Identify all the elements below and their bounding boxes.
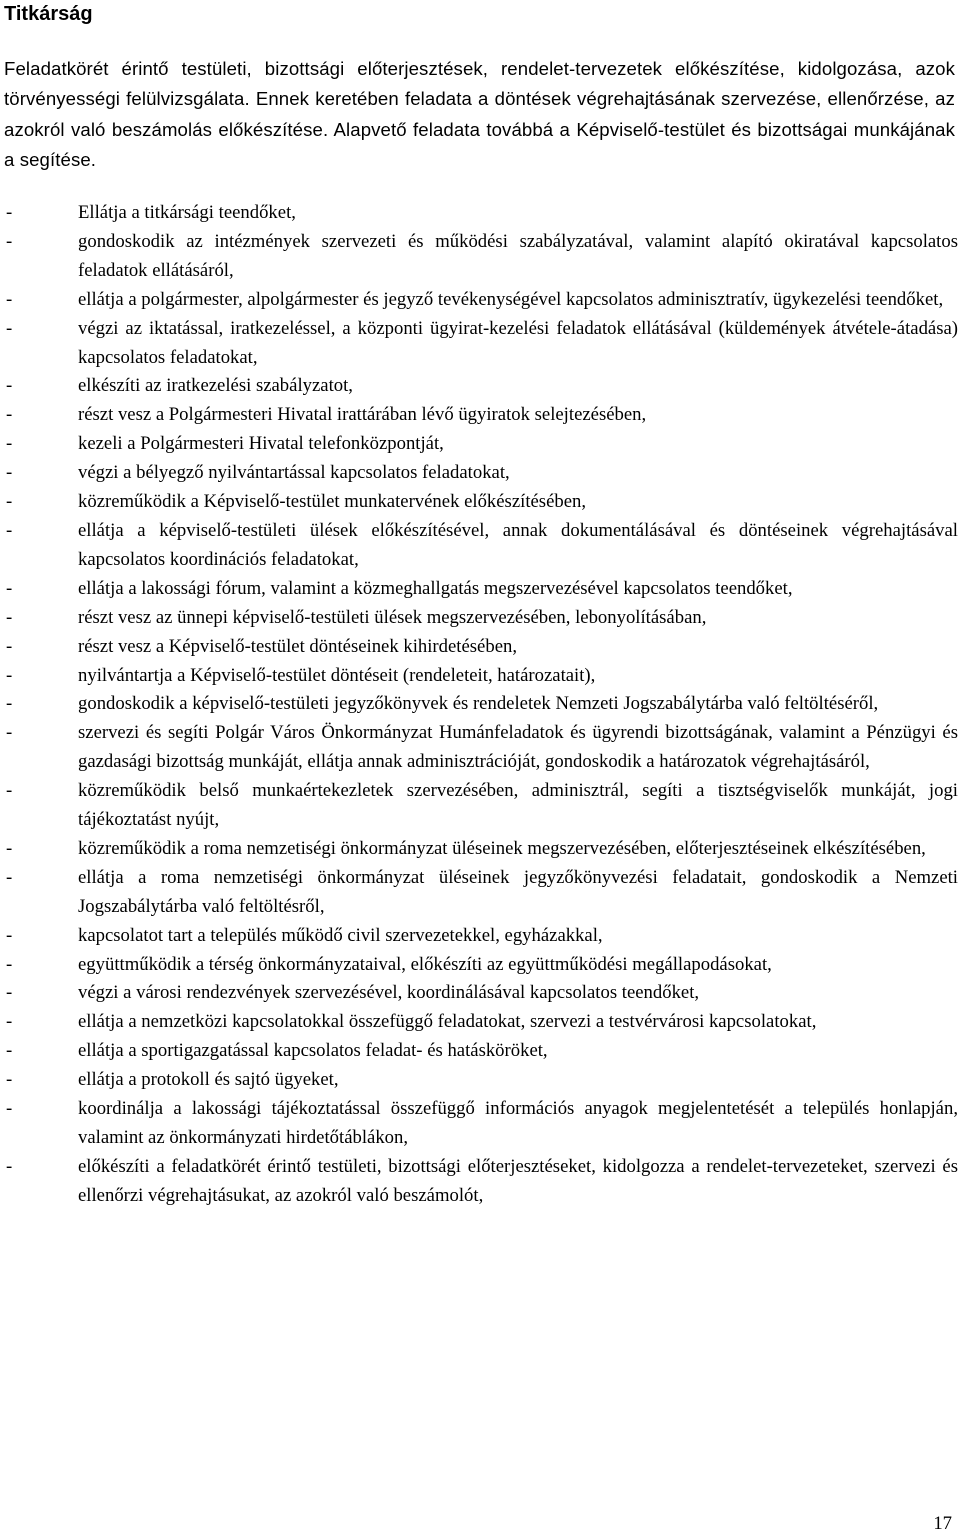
task-item [0, 662, 958, 691]
task-item [0, 951, 958, 980]
task-text: szervezi és segíti Polgár Város Önkormányzat Humánfeladatok és ügyrendi bizottságának, valamint a Pénzügyi és gazdasági bizottság munkáját, ellátja annak adminisztrációját, gondoskodik a határozatok végrehajtásáról, [78, 722, 958, 773]
task-text: részt vesz a Polgármesteri Hivatal irattárában lévő ügyiratok selejtezésében, [78, 404, 647, 426]
task-item [0, 633, 958, 662]
intro-sentence: Alapvető feladata továbbá a Képviselő-testület és bizottságai munkájának a segítése. [4, 118, 956, 170]
task-item [0, 228, 958, 286]
task-text: közreműködik belső munkaértekezletek szervezésében, adminisztrál, segíti a tisztségviselők munkáját, jogi tájékoztatást nyújt, [78, 780, 958, 831]
bullet-dash: - [6, 606, 13, 628]
task-item [0, 401, 958, 430]
bullet-dash: - [6, 288, 13, 310]
task-item [0, 690, 958, 719]
task-text: végzi az iktatással, iratkezeléssel, a központi ügyirat-kezelési feladatok ellátásával (küldemények átvétele-átadása) kapcsolatos feladatokat, [78, 317, 958, 368]
bullet-dash: - [6, 982, 13, 1004]
bullet-dash: - [6, 1155, 13, 1177]
task-text: előkészíti a feladatkörét érintő testületi, bizottsági előterjesztéseket, kidolgozza a rendelet-tervezeteket, szervezi és ellenőrzi végrehajtásukat, az azokról való beszámolót, [78, 1155, 958, 1206]
intro-sentence: Feladatkörét érintő testületi, bizottsági előterjesztések, rendelet-tervezetek előkészítése, kidolgozása, azok törvényességi felülvizsgálata. [4, 58, 955, 110]
task-text: közreműködik a roma nemzetiségi önkormányzat üléseinek megszervezésében, előterjesztéseinek elkészítésében, [78, 837, 926, 859]
task-item [0, 1037, 958, 1066]
page-number: 17 [933, 1513, 952, 1534]
bullet-dash: - [6, 780, 13, 802]
bullet-dash: - [6, 953, 13, 975]
task-text: végzi a városi rendezvények szervezésével, koordinálásával kapcsolatos teendőket, [78, 982, 700, 1004]
bullet-dash: - [6, 1040, 13, 1062]
bullet-dash: - [6, 202, 13, 223]
bullet-dash: - [6, 1069, 13, 1091]
task-text: végzi a bélyegző nyilvántartással kapcsolatos feladatokat, [78, 462, 510, 484]
task-item [0, 488, 958, 517]
bullet-dash: - [6, 491, 13, 513]
intro-paragraph [4, 54, 955, 175]
task-text: részt vesz a Képviselő-testület döntéseinek kihirdetésében, [78, 635, 518, 657]
task-text: kezeli a Polgármesteri Hivatal telefonközpontját, [78, 433, 444, 455]
bullet-dash: - [6, 230, 13, 252]
task-text: ellátja a protokoll és sajtó ügyeket, [78, 1069, 339, 1091]
task-item [0, 517, 958, 575]
task-text: ellátja a nemzetközi kapcsolatokkal összefüggő feladatokat, szervezi a testvérvárosi kapcsolatokat, [78, 1011, 817, 1033]
task-item [0, 777, 958, 835]
task-text: koordinálja a lakossági tájékoztatással összefüggő információs anyagok megjelentetését a település honlapján, valamint az önkormányzati hirdetőtáblákon, [78, 1098, 958, 1148]
task-text: gondoskodik a képviselő-testületi jegyzőkönyvek és rendeletek Nemzeti Jogszabálytárba való feltöltéséről, [78, 693, 879, 715]
bullet-dash: - [6, 635, 13, 657]
bullet-dash: - [6, 1098, 13, 1120]
task-item [0, 1066, 958, 1095]
task-item [0, 459, 958, 488]
bullet-dash: - [6, 577, 13, 599]
section-heading: Titkárság [4, 3, 93, 25]
task-text: közreműködik a Képviselő-testület munkatervének előkészítésében, [78, 491, 587, 513]
task-text: Ellátja a titkársági teendőket, [78, 202, 296, 223]
bullet-dash: - [6, 404, 13, 426]
bullet-dash: - [6, 693, 13, 715]
task-text: nyilvántartja a Képviselő-testület döntéseit (rendeleteit, határozatait), [78, 664, 596, 686]
task-item [0, 979, 958, 1008]
task-item [0, 372, 958, 401]
task-item [0, 199, 958, 228]
task-item [0, 1153, 958, 1211]
task-item [0, 575, 958, 604]
bullet-dash: - [6, 462, 13, 484]
task-text: ellátja a sportigazgatással kapcsolatos feladat- és hatásköröket, [78, 1040, 548, 1062]
bullet-dash: - [6, 924, 13, 946]
task-text: ellátja a képviselő-testületi ülések előkészítésével, annak dokumentálásával és döntéseinek végrehajtásával kapcsolatos koordinációs feladatokat, [78, 519, 958, 570]
bullet-dash: - [6, 837, 13, 859]
bullet-dash: - [6, 433, 13, 455]
task-text: ellátja a lakossági fórum, valamint a közmeghallgatás megszervezésével kapcsolatos teendőket, [78, 577, 793, 599]
bullet-dash: - [6, 375, 13, 397]
task-text: kapcsolatot tart a település működő civil szervezetekkel, egyházakkal, [78, 924, 603, 946]
task-text: elkészíti az iratkezelési szabályzatot, [78, 375, 353, 397]
task-item [0, 430, 958, 459]
task-item [0, 315, 958, 373]
task-text: gondoskodik az intézmények szervezeti és működési szabályzatával, valamint alapító okiratával kapcsolatos feladatok ellátásáról, [78, 230, 958, 281]
task-item [0, 286, 958, 315]
intro-sentence: Ennek keretében feladata a döntések végrehajtásának szervezése, ellenőrzése, az azokról való beszámolás előkészítése. [4, 88, 955, 140]
task-text: együttműködik a térség önkormányzataival, előkészíti az együttműködési megállapodásokat, [78, 953, 772, 975]
task-item [0, 1095, 958, 1153]
task-list [0, 199, 958, 1211]
bullet-dash: - [6, 1011, 13, 1033]
task-item [0, 604, 958, 633]
bullet-dash: - [6, 519, 13, 541]
bullet-dash: - [6, 866, 13, 888]
task-item [0, 1008, 958, 1037]
task-text: ellátja a roma nemzetiségi önkormányzat üléseinek jegyzőkönyvezési feladatait, gondoskodik a Nemzeti Jogszabálytárba való feltöltésről, [78, 866, 958, 917]
bullet-dash: - [6, 722, 13, 744]
task-item [0, 922, 958, 951]
task-item [0, 719, 958, 777]
task-text: részt vesz az ünnepi képviselő-testületi ülések megszervezésében, lebonyolításában, [78, 606, 707, 628]
task-text: ellátja a polgármester, alpolgármester és jegyző tevékenységével kapcsolatos adminisztratív, ügykezelési teendőket, [78, 288, 944, 310]
bullet-dash: - [6, 317, 13, 339]
task-item [0, 864, 958, 922]
bullet-dash: - [6, 664, 13, 686]
task-item [0, 835, 958, 864]
